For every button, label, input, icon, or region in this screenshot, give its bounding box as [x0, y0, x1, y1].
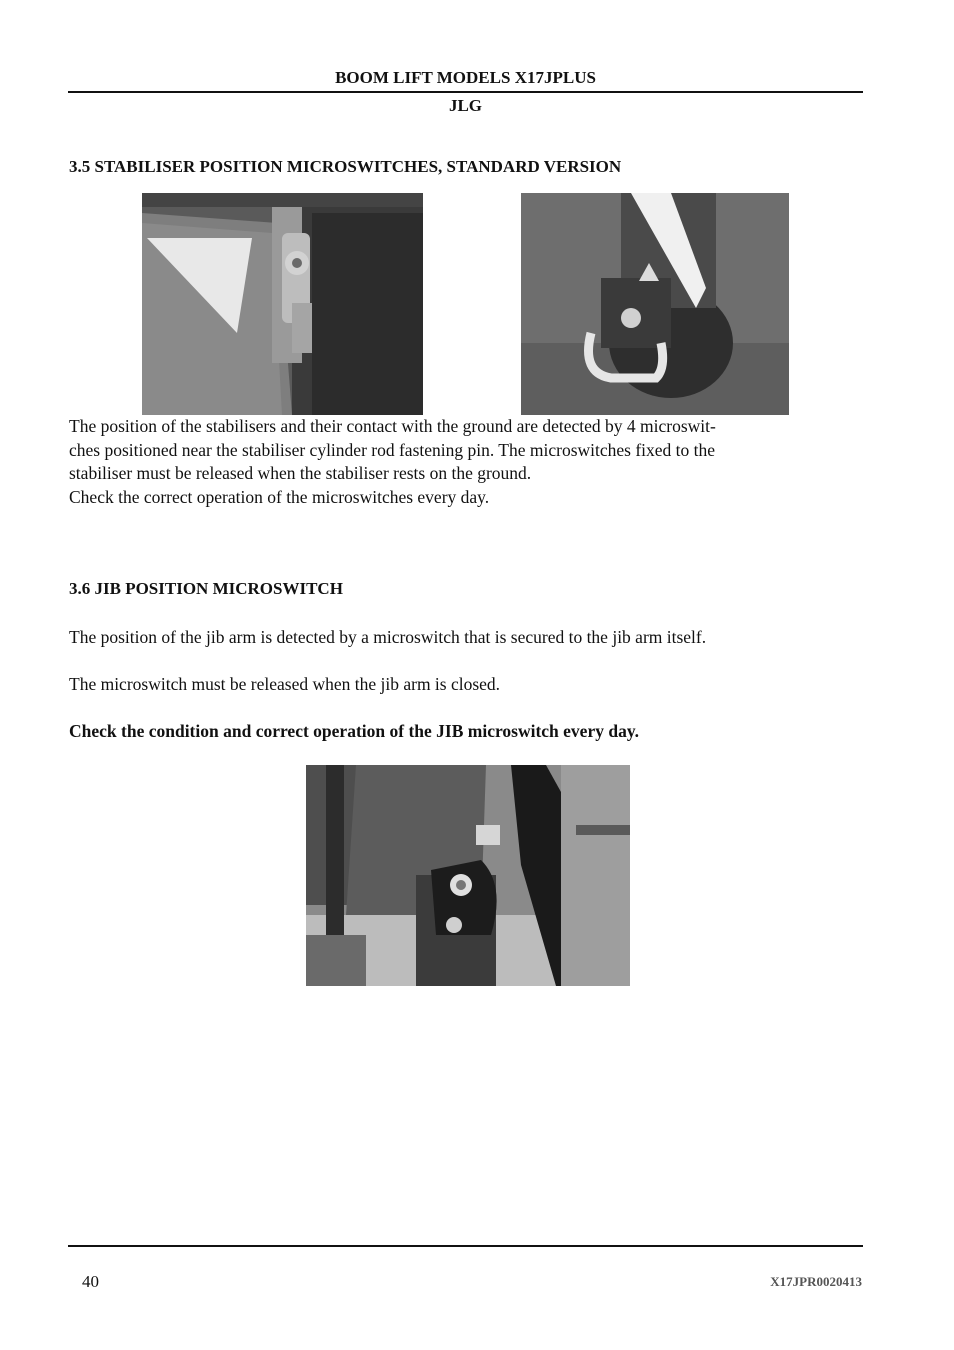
stabiliser-foot-photo: [521, 193, 789, 415]
section-3-5-paragraph: [69, 415, 864, 509]
section-3-6-warning: Check the condition and correct operation of the JIB microswitch every day.: [69, 721, 639, 741]
paragraph-line: stabiliser must be released when the stabiliser rests on the ground.: [69, 463, 532, 483]
paragraph-line: The position of the stabilisers and their contact with the ground are detected by 4 microswit-: [69, 416, 716, 436]
header-rule: [68, 91, 863, 93]
section-3-5-title: 3.5 STABILISER POSITION MICROSWITCHES, STANDARD VERSION: [69, 157, 622, 176]
footer-rule: [68, 1245, 863, 1247]
header-title: BOOM LIFT MODELS X17JPLUS: [335, 68, 596, 87]
section-3-6-para2: The microswitch must be released when the jib arm is closed.: [69, 674, 501, 694]
document-code: X17JPR0020413: [770, 1274, 862, 1289]
header-brand: JLG: [448, 96, 483, 115]
paragraph-line: Check the correct operation of the microswitches every day.: [69, 486, 490, 507]
section-3-6-title: 3.6 JIB POSITION MICROSWITCH: [69, 579, 343, 598]
stabiliser-microswitch-photo: [142, 193, 423, 415]
page-number: 40: [82, 1272, 99, 1291]
section-3-6-para1: The position of the jib arm is detected by a microswitch that is secured to the jib arm itself.: [69, 627, 707, 647]
jib-microswitch-photo: [306, 765, 630, 986]
paragraph-line: ches positioned near the stabiliser cylinder rod fastening pin. The microswitches fixed to the: [69, 439, 716, 460]
